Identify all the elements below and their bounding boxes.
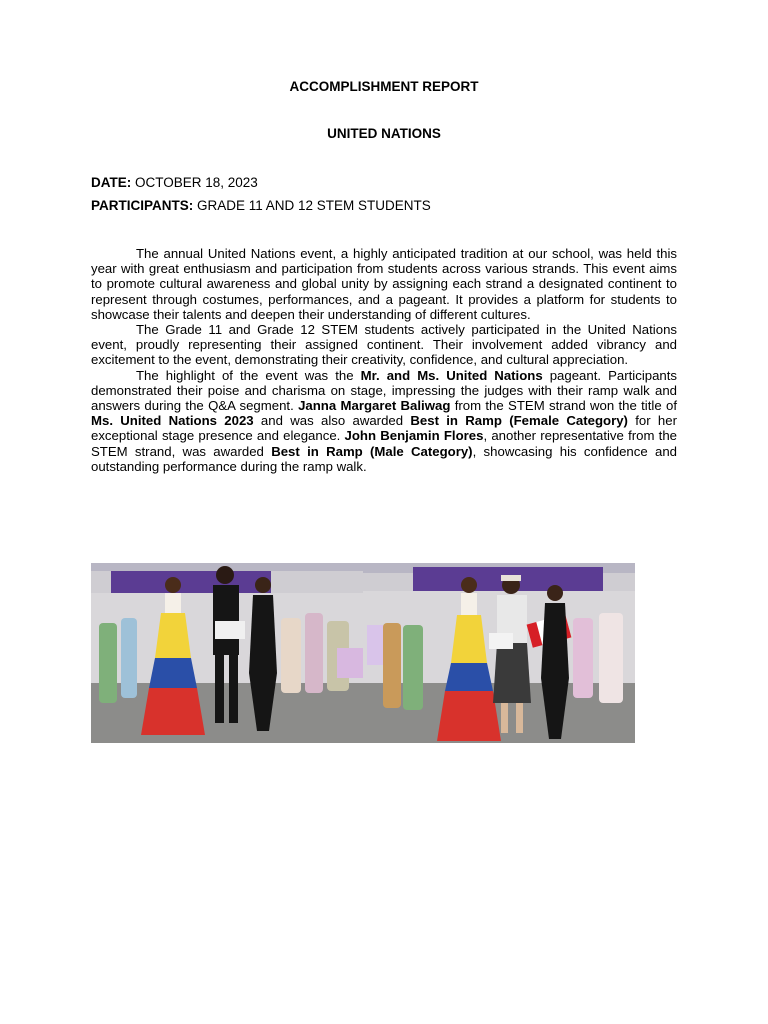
photo-male-winner-image (91, 563, 363, 743)
highlight-text-i: for her exceptional stage presence and elegance. (91, 413, 677, 444)
male-winner-name: John Benjamin Flores (344, 428, 484, 444)
photo-female-winner-image (363, 563, 635, 743)
highlight-pageant-name: Mr. and Ms. United Nations (360, 367, 543, 383)
photo-female-winner (363, 563, 635, 743)
highlight-text-m: , showcasing his confidence and outstanding performance during the ramp walk. (91, 443, 677, 474)
date-label: DATE: (91, 175, 132, 190)
photo-male-winner (91, 563, 363, 743)
report-subtitle: UNITED NATIONS (327, 126, 441, 141)
female-winner-name: Janna Margaret Baliwag (298, 398, 451, 414)
report-body (91, 246, 677, 474)
female-award: Best in Ramp (Female Category) (410, 413, 628, 429)
highlight-text-a: The highlight of the event was the (136, 367, 361, 383)
highlight-text-g: and was also awarded (253, 413, 411, 429)
male-award: Best in Ramp (Male Category) (271, 443, 473, 459)
report-title: ACCOMPLISHMENT REPORT (289, 79, 479, 94)
highlight-text-c: pageant. Participants demonstrated their poise and charisma on stage, impressing the judges with their ramp walk and answers during the Q&A segment. (91, 367, 678, 414)
participants-label: PARTICIPANTS: (91, 198, 194, 213)
paragraph-intro: The annual United Nations event, a highly anticipated tradition at our school, was held this year with great enthusiasm and participation from students across various strands. This event aims to promote cultural awareness and global unity by assigning each strand a designated continent to represent through costumes, performances, and a pageant. It provides a platform for students to showcase their talents and deepen their understanding of different cultures. (91, 246, 677, 322)
date-line (91, 175, 258, 190)
participants-value: GRADE 11 AND 12 STEM STUDENTS (193, 198, 431, 213)
paragraph-highlight (91, 368, 677, 474)
event-photos (91, 563, 636, 743)
female-title: Ms. United Nations 2023 (91, 413, 254, 429)
paragraph-participation: The Grade 11 and Grade 12 STEM students actively participated in the United Nations event, proudly representing their assigned continent. Their involvement added vibrancy and excitement to the event, demonstrating their creativity, confidence, and cultural appreciation. (91, 322, 677, 368)
highlight-text-e: from the STEM strand won the title of (450, 398, 677, 414)
participants-line (91, 198, 431, 213)
date-value: OCTOBER 18, 2023 (131, 175, 258, 190)
highlight-text-k: , another representative from the STEM strand, was awarded (91, 428, 677, 459)
